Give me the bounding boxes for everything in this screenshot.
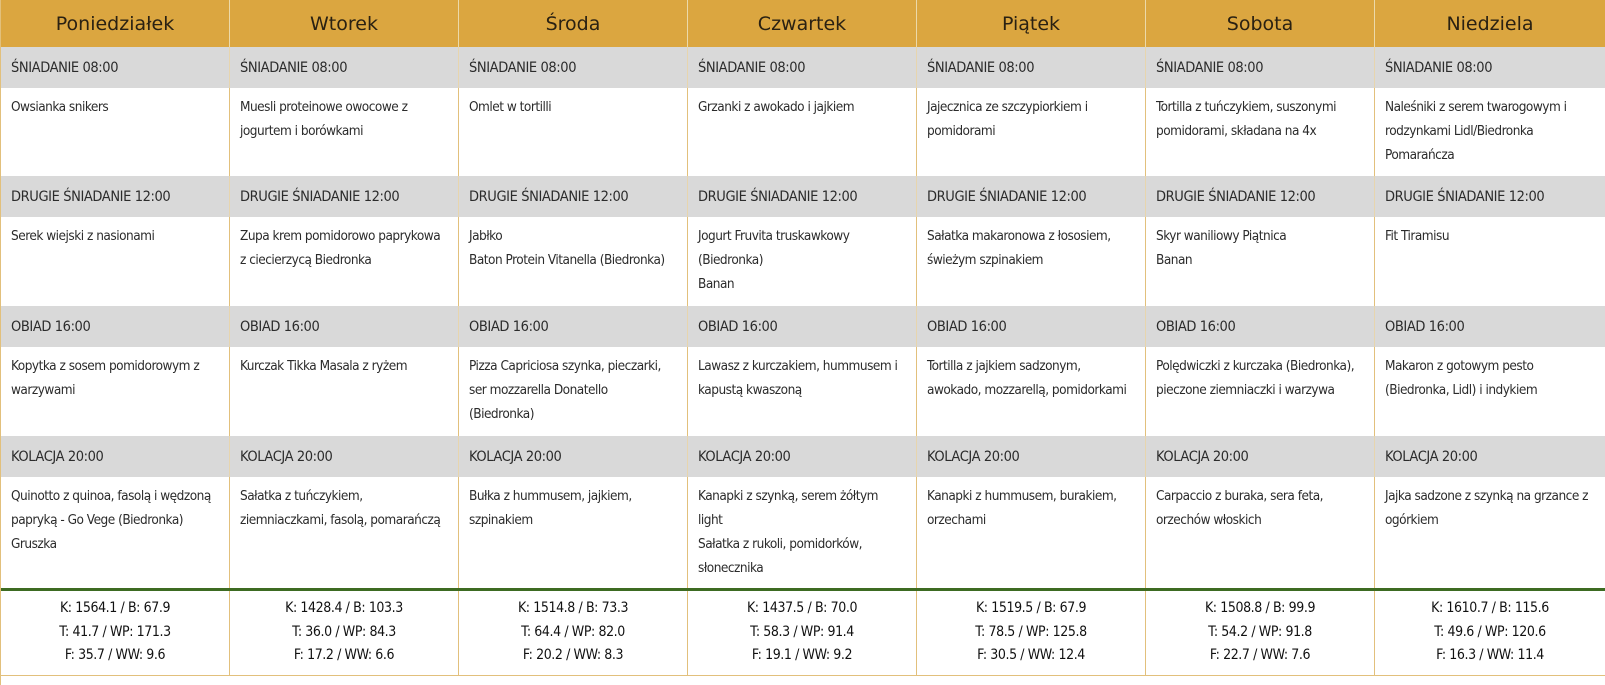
nutrition-summary xyxy=(688,589,917,676)
meal-description[interactable]: Tortilla z tuńczykiem, suszonymi pomidorami, składana na 4x xyxy=(1146,88,1375,176)
nutrition-summary xyxy=(1146,589,1375,676)
nutrition-line: K: 1514.8 / B: 73.3 xyxy=(517,600,629,616)
meal-description[interactable]: Naleśniki z serem twarogowym i rodzynkami Lidl/Biedronka Pomarańcza xyxy=(1375,88,1605,176)
nutrition-line: K: 1610.7 / B: 115.6 xyxy=(1431,600,1549,616)
nutrition-line: F: 19.1 / WW: 9.2 xyxy=(751,647,853,663)
meal-description[interactable]: Quinotto z quinoa, fasolą i wędzoną papryką - Go Vege (Biedronka) Gruszka xyxy=(1,477,230,589)
meal-label: KOLACJA 20:00 xyxy=(459,436,688,477)
meal-description[interactable]: Jogurt Fruvita truskawkowy (Biedronka) Banan xyxy=(688,217,917,306)
nutrition-summary xyxy=(1375,589,1605,676)
meal-label: KOLACJA 20:00 xyxy=(688,436,917,477)
meal-description[interactable]: Muesli proteinowe owocowe z jogurtem i borówkami xyxy=(230,88,459,176)
meal-label: KOLACJA 20:00 xyxy=(1375,436,1605,477)
nutrition-summary xyxy=(917,589,1146,676)
meal-description[interactable]: Grzanki z awokado i jajkiem xyxy=(688,88,917,176)
nutrition-line: T: 58.3 / WP: 91.4 xyxy=(750,623,854,640)
day-header[interactable]: Niedziela xyxy=(1375,0,1605,47)
meal-description[interactable]: Zupa krem pomidorowo paprykowa z ciecierzycą Biedronka xyxy=(230,217,459,306)
meal-description[interactable]: Jajka sadzone z szynką na grzance z ogórkiem xyxy=(1375,477,1605,589)
meal-description[interactable]: Sałatka z tuńczykiem, ziemniaczkami, fasolą, pomarańczą xyxy=(230,477,459,589)
meal-description[interactable]: Jabłko Baton Protein Vitanella (Biedronka) xyxy=(459,217,688,306)
meal-label: ŚNIADANIE 08:00 xyxy=(688,47,917,88)
meal-label: OBIAD 16:00 xyxy=(230,306,459,347)
meal-label: ŚNIADANIE 08:00 xyxy=(459,47,688,88)
nutrition-line: K: 1564.1 / B: 67.9 xyxy=(59,600,171,616)
meal-description[interactable]: Sałatka makaronowa z łososiem, świeżym szpinakiem xyxy=(917,217,1146,306)
meal-description[interactable]: Makaron z gotowym pesto (Biedronka, Lidl) i indykiem xyxy=(1375,347,1605,436)
meal-label: ŚNIADANIE 08:00 xyxy=(1146,47,1375,88)
meal-label: ŚNIADANIE 08:00 xyxy=(1375,47,1605,88)
nutrition-line: F: 17.2 / WW: 6.6 xyxy=(293,647,395,663)
day-header[interactable]: Piątek xyxy=(917,0,1146,47)
day-header[interactable]: Środa xyxy=(459,0,688,47)
nutrition-line: F: 35.7 / WW: 9.6 xyxy=(64,647,166,663)
meal-label: OBIAD 16:00 xyxy=(688,306,917,347)
meal-label: ŚNIADANIE 08:00 xyxy=(917,47,1146,88)
day-header[interactable]: Czwartek xyxy=(688,0,917,47)
nutrition-summary xyxy=(1,589,230,676)
meal-label: OBIAD 16:00 xyxy=(1375,306,1605,347)
meal-description[interactable]: Carpaccio z buraka, sera feta, orzechów włoskich xyxy=(1146,477,1375,589)
meal-description[interactable]: Serek wiejski z nasionami xyxy=(1,217,230,306)
nutrition-line: T: 64.4 / WP: 82.0 xyxy=(521,623,625,640)
nutrition-line: F: 20.2 / WW: 8.3 xyxy=(522,647,624,663)
meal-label: ŚNIADANIE 08:00 xyxy=(230,47,459,88)
meal-description[interactable]: Kopytka z sosem pomidorowym z warzywami xyxy=(1,347,230,436)
meal-label: OBIAD 16:00 xyxy=(1,306,230,347)
meal-label: KOLACJA 20:00 xyxy=(1,436,230,477)
meal-label: DRUGIE ŚNIADANIE 12:00 xyxy=(917,176,1146,217)
summary-divider xyxy=(1,588,1605,591)
meal-label: DRUGIE ŚNIADANIE 12:00 xyxy=(1375,176,1605,217)
meal-label: OBIAD 16:00 xyxy=(1146,306,1375,347)
nutrition-line: T: 36.0 / WP: 84.3 xyxy=(292,623,396,640)
meal-label: DRUGIE ŚNIADANIE 12:00 xyxy=(1146,176,1375,217)
meal-label: OBIAD 16:00 xyxy=(459,306,688,347)
nutrition-summary xyxy=(459,589,688,676)
meal-label: KOLACJA 20:00 xyxy=(230,436,459,477)
meal-label: DRUGIE ŚNIADANIE 12:00 xyxy=(1,176,230,217)
meal-description[interactable]: Owsianka snikers xyxy=(1,88,230,176)
nutrition-line: K: 1508.8 / B: 99.9 xyxy=(1204,600,1316,616)
day-header[interactable]: Wtorek xyxy=(230,0,459,47)
meal-label: ŚNIADANIE 08:00 xyxy=(1,47,230,88)
meal-description[interactable]: Bułka z hummusem, jajkiem, szpinakiem xyxy=(459,477,688,589)
meal-description[interactable]: Kanapki z hummusem, burakiem, orzechami xyxy=(917,477,1146,589)
nutrition-line: F: 30.5 / WW: 12.4 xyxy=(977,647,1085,663)
meal-description[interactable]: Skyr waniliowy Piątnica Banan xyxy=(1146,217,1375,306)
nutrition-line: K: 1428.4 / B: 103.3 xyxy=(285,600,403,616)
meal-label: DRUGIE ŚNIADANIE 12:00 xyxy=(459,176,688,217)
nutrition-line: F: 22.7 / WW: 7.6 xyxy=(1209,647,1311,663)
nutrition-line: T: 54.2 / WP: 91.8 xyxy=(1208,623,1312,640)
nutrition-line: K: 1519.5 / B: 67.9 xyxy=(975,600,1087,616)
nutrition-line: K: 1437.5 / B: 70.0 xyxy=(746,600,858,616)
meal-description[interactable]: Fit Tiramisu xyxy=(1375,217,1605,306)
meal-description[interactable]: Kurczak Tikka Masala z ryżem xyxy=(230,347,459,436)
nutrition-line: F: 16.3 / WW: 11.4 xyxy=(1436,647,1544,663)
nutrition-summary xyxy=(230,589,459,676)
nutrition-line: T: 41.7 / WP: 171.3 xyxy=(59,623,171,640)
meal-description[interactable]: Jajecznica ze szczypiorkiem i pomidorami xyxy=(917,88,1146,176)
meal-description[interactable]: Omlet w tortilli xyxy=(459,88,688,176)
nutrition-line: T: 78.5 / WP: 125.8 xyxy=(975,623,1087,640)
meal-description[interactable]: Lawasz z kurczakiem, hummusem i kapustą kwaszoną xyxy=(688,347,917,436)
meal-label: KOLACJA 20:00 xyxy=(917,436,1146,477)
meal-label: OBIAD 16:00 xyxy=(917,306,1146,347)
nutrition-line: T: 49.6 / WP: 120.6 xyxy=(1434,623,1546,640)
meal-label: DRUGIE ŚNIADANIE 12:00 xyxy=(230,176,459,217)
meal-description[interactable]: Pizza Capriciosa szynka, pieczarki, ser mozzarella Donatello (Biedronka) xyxy=(459,347,688,436)
meal-description[interactable]: Tortilla z jajkiem sadzonym, awokado, mozzarellą, pomidorkami xyxy=(917,347,1146,436)
meal-label: DRUGIE ŚNIADANIE 12:00 xyxy=(688,176,917,217)
day-header[interactable]: Poniedziałek xyxy=(1,0,230,47)
meal-description[interactable]: Polędwiczki z kurczaka (Biedronka), pieczone ziemniaczki i warzywa xyxy=(1146,347,1375,436)
meal-label: KOLACJA 20:00 xyxy=(1146,436,1375,477)
day-header[interactable]: Sobota xyxy=(1146,0,1375,47)
meal-description[interactable]: Kanapki z szynką, serem żółtym light Sałatka z rukoli, pomidorków, słonecznika xyxy=(688,477,917,589)
